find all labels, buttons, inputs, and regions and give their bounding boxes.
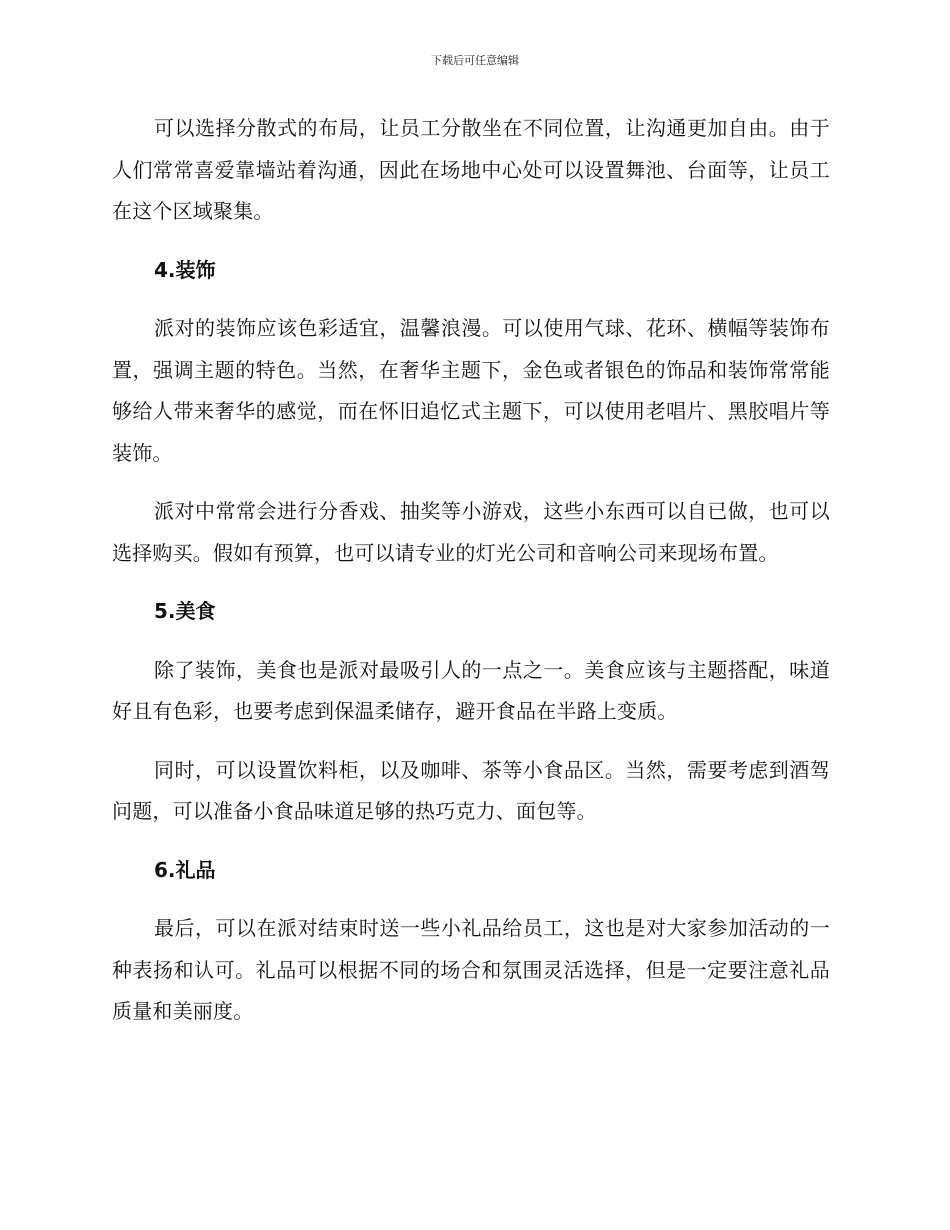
paragraph-layout: 可以选择分散式的布局，让员工分散坐在不同位置，让沟通更加自由。由于人们常常喜爱靠墙站着沟通，因此在场地中心处可以设置舞池、台面等，让员工在这个区域聚集。 <box>112 116 830 223</box>
section-heading-gifts: 6.礼品 <box>154 857 216 882</box>
section-heading-decoration: 4.装饰 <box>154 257 216 282</box>
document-body <box>112 108 830 1050</box>
section-heading-food: 5.美食 <box>154 599 216 623</box>
page-header: 下载后可任意编辑 <box>431 54 519 67</box>
paragraph-decoration: 派对的装饰应该色彩适宜，温馨浪漫。可以使用气球、花环、横幅等装饰布置，强调主题的特色。当然，在奢华主题下，金色或者银色的饰品和装饰常常能够给人带来奢华的感觉，而在怀旧追忆式主题下，可以使用老唱片、黑胶唱片等装饰。 <box>112 316 830 465</box>
paragraph-drinks: 同时，可以设置饮料柜，以及咖啡、茶等小食品区。当然，需要考虑到酒驾问题，可以准备小食品味道足够的热巧克力、面包等。 <box>112 757 830 823</box>
paragraph-food: 除了装饰，美食也是派对最吸引人的一点之一。美食应该与主题搭配，味道好且有色彩，也要考虑到保温柔储存，避开食品在半路上变质。 <box>112 657 830 723</box>
paragraph-gifts: 最后，可以在派对结束时送一些小礼品给员工，这也是对大家参加活动的一种表扬和认可。礼品可以根据不同的场合和氛围灵活选择，但是一定要注意礼品质量和美丽度。 <box>112 916 830 1023</box>
paragraph-games: 派对中常常会进行分香戏、抽奖等小游戏，这些小东西可以自已做，也可以选择购买。假如有预算，也可以请专业的灯光公司和音响公司来现场布置。 <box>112 499 830 565</box>
